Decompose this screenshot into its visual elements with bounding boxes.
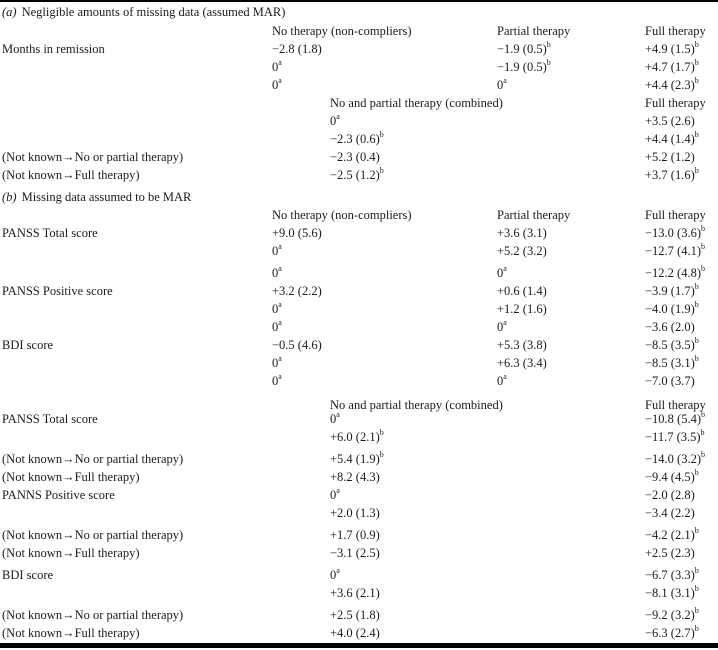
cell-combined: +3.6 (2.1) (330, 586, 380, 600)
cell-full-therapy: +5.2 (1.2) (645, 150, 695, 164)
cell-no-therapy: +9.0 (5.6) (272, 226, 322, 240)
cell-combined: +1.7 (0.9) (330, 528, 380, 542)
column-header-partial-therapy: Partial therapy (497, 24, 571, 38)
cell-partial-therapy: −1.9 $(0.5)^b$ (497, 39, 551, 56)
cell-full-therapy: −8.1 $(3.1)^b$ (645, 583, 699, 600)
cell-full-therapy: −2.0 (2.8) (645, 488, 695, 502)
table-row (0, 566, 718, 584)
cell-combined: 0$^a$ (330, 111, 340, 128)
combined-header-row (0, 94, 718, 112)
cell-partial-therapy: +5.3 (3.8) (497, 338, 547, 352)
cell-combined: +6.0 $(2.1)^b$ (330, 427, 384, 444)
cell-full-therapy: −6.3 $(2.7)^b$ (645, 623, 699, 640)
cell-partial-therapy: 0$^a$ (497, 75, 507, 92)
table-row (0, 606, 718, 624)
column-header-no-therapy: No therapy (non-compliers) (272, 24, 412, 38)
cell-no-therapy: 0$^a$ (272, 371, 282, 388)
combined-header-full-therapy: Full therapy (645, 398, 706, 412)
cell-combined: 0$^a$ (330, 565, 340, 582)
combined-header-row (0, 390, 718, 410)
cell-no-therapy: 0$^a$ (272, 353, 282, 370)
row-label: PANNS Positive score (2, 488, 115, 502)
column-header-full-therapy: Full therapy (645, 208, 706, 222)
table-row (0, 76, 718, 94)
row-label: (Not known→No or partial therapy) (2, 528, 184, 542)
table-row (0, 166, 718, 184)
cell-full-therapy: −3.9 $(1.7)^b$ (645, 281, 699, 298)
cell-full-therapy: −13.0 $(3.6)^b$ (645, 223, 705, 240)
cell-partial-therapy: +3.6 (3.1) (497, 226, 547, 240)
table-row (0, 130, 718, 148)
cell-no-therapy: +3.2 (2.2) (272, 284, 322, 298)
table-row (0, 354, 718, 372)
combined-header-full-therapy: Full therapy (645, 96, 706, 110)
cell-full-therapy: −11.7 $(3.5)^b$ (645, 427, 705, 444)
cell-full-therapy: −12.7 $(4.1)^b$ (645, 241, 705, 258)
cell-no-therapy: 0$^a$ (272, 241, 282, 258)
row-label: (Not known→No or partial therapy) (2, 150, 184, 164)
row-label: PANSS Total score (2, 412, 98, 426)
cell-combined: +4.0 (2.4) (330, 626, 380, 640)
table-row (0, 428, 718, 446)
table-row (0, 410, 718, 428)
column-header-row (0, 206, 718, 224)
cell-full-therapy: +4.9 $(1.5)^b$ (645, 39, 699, 56)
row-label: (Not known→Full therapy) (2, 546, 140, 560)
table-row (0, 264, 718, 282)
table-row (0, 624, 718, 642)
cell-no-therapy: 0$^a$ (272, 75, 282, 92)
cell-partial-therapy: +1.2 (1.6) (497, 302, 547, 316)
section-letter: (b) (2, 190, 17, 204)
table-row (0, 242, 718, 260)
cell-partial-therapy: −1.9 $(0.5)^b$ (497, 57, 551, 74)
table-section-a (0, 2, 718, 184)
cell-full-therapy: −6.7 $(3.3)^b$ (645, 565, 699, 582)
cell-partial-therapy: 0$^a$ (497, 371, 507, 388)
table-row (0, 148, 718, 166)
cell-partial-therapy: +5.2 (3.2) (497, 244, 547, 258)
cell-full-therapy: −4.0 $(1.9)^b$ (645, 299, 699, 316)
cell-full-therapy: −7.0 (3.7) (645, 374, 695, 388)
table-row (0, 318, 718, 336)
cell-combined: +5.4 $(1.9)^b$ (330, 449, 384, 466)
cell-partial-therapy: +6.3 (3.4) (497, 356, 547, 370)
cell-combined: −3.1 (2.5) (330, 546, 380, 560)
cell-full-therapy: +3.5 (2.6) (645, 114, 695, 128)
cell-no-therapy: 0$^a$ (272, 57, 282, 74)
cell-full-therapy: +2.5 (2.3) (645, 546, 695, 560)
row-label: BDI score (2, 338, 54, 352)
cell-combined: −2.3 $(0.6)^b$ (330, 129, 384, 146)
row-label: (Not known→No or partial therapy) (2, 452, 184, 466)
cell-combined: 0$^a$ (330, 409, 340, 426)
column-header-row (0, 22, 718, 40)
cell-no-therapy: 0$^a$ (272, 263, 282, 280)
combined-header-label: No and partial therapy (combined) (330, 398, 503, 412)
cell-full-therapy: −8.5 $(3.1)^b$ (645, 353, 699, 370)
table-bottom-rule (0, 643, 718, 648)
cell-no-therapy: 0$^a$ (272, 299, 282, 316)
table-row (0, 526, 718, 544)
table-section-b (0, 184, 718, 642)
table-row (0, 300, 718, 318)
row-label: (Not known→Full therapy) (2, 470, 140, 484)
cell-full-therapy: −3.6 (2.0) (645, 320, 695, 334)
cell-full-therapy: −9.2 $(3.2)^b$ (645, 605, 699, 622)
row-label: PANSS Total score (2, 226, 98, 240)
cell-combined: 0$^a$ (330, 485, 340, 502)
cell-full-therapy: −14.0 $(3.2)^b$ (645, 449, 705, 466)
cell-no-therapy: −2.8 (1.8) (272, 42, 322, 56)
cell-combined: −2.5 $(1.2)^b$ (330, 165, 384, 182)
cell-full-therapy: +4.7 $(1.7)^b$ (645, 57, 699, 74)
row-label: (Not known→Full therapy) (2, 168, 140, 182)
results-table (0, 2, 718, 642)
table-row (0, 584, 718, 602)
row-label: (Not known→No or partial therapy) (2, 608, 184, 622)
table-row (0, 40, 718, 58)
section-letter: (a) (2, 5, 17, 19)
table-row (0, 544, 718, 562)
cell-full-therapy: +4.4 $(1.4)^b$ (645, 129, 699, 146)
row-label: PANSS Positive score (2, 284, 113, 298)
table-row (0, 504, 718, 522)
combined-header-label: No and partial therapy (combined) (330, 96, 503, 110)
table-row (0, 112, 718, 130)
section-title (0, 2, 718, 22)
row-label: BDI score (2, 568, 54, 582)
cell-full-therapy: −3.4 (2.2) (645, 506, 695, 520)
column-header-partial-therapy: Partial therapy (497, 208, 571, 222)
row-label: Months in remission (2, 42, 105, 56)
cell-no-therapy: −0.5 (4.6) (272, 338, 322, 352)
table-row (0, 336, 718, 354)
row-label: (Not known→Full therapy) (2, 626, 140, 640)
cell-full-therapy: −4.2 $(2.1)^b$ (645, 525, 699, 542)
cell-combined: +2.0 (1.3) (330, 506, 380, 520)
cell-partial-therapy: 0$^a$ (497, 263, 507, 280)
cell-full-therapy: −10.8 $(5.4)^b$ (645, 409, 705, 426)
table-row (0, 468, 718, 486)
column-header-full-therapy: Full therapy (645, 24, 706, 38)
cell-no-therapy: 0$^a$ (272, 317, 282, 334)
cell-combined: +2.5 (1.8) (330, 608, 380, 622)
section-title-text: Missing data assumed to be MAR (21, 190, 192, 204)
cell-combined: +8.2 (4.3) (330, 470, 380, 484)
section-title-text: Negligible amounts of missing data (assumed MAR) (21, 5, 286, 19)
table-row (0, 372, 718, 390)
cell-combined: −2.3 (0.4) (330, 150, 380, 164)
cell-full-therapy: +3.7 $(1.6)^b$ (645, 165, 699, 182)
cell-partial-therapy: +0.6 (1.4) (497, 284, 547, 298)
table-row (0, 224, 718, 242)
table-row (0, 58, 718, 76)
cell-partial-therapy: 0$^a$ (497, 317, 507, 334)
section-title (0, 184, 718, 206)
cell-full-therapy: −8.5 $(3.5)^b$ (645, 335, 699, 352)
table-row (0, 282, 718, 300)
cell-full-therapy: +4.4 $(2.3)^b$ (645, 75, 699, 92)
column-header-no-therapy: No therapy (non-compliers) (272, 208, 412, 222)
table-row (0, 486, 718, 504)
cell-full-therapy: −9.4 $(4.5)^b$ (645, 467, 699, 484)
cell-full-therapy: −12.2 $(4.8)^b$ (645, 263, 705, 280)
table-row (0, 450, 718, 468)
